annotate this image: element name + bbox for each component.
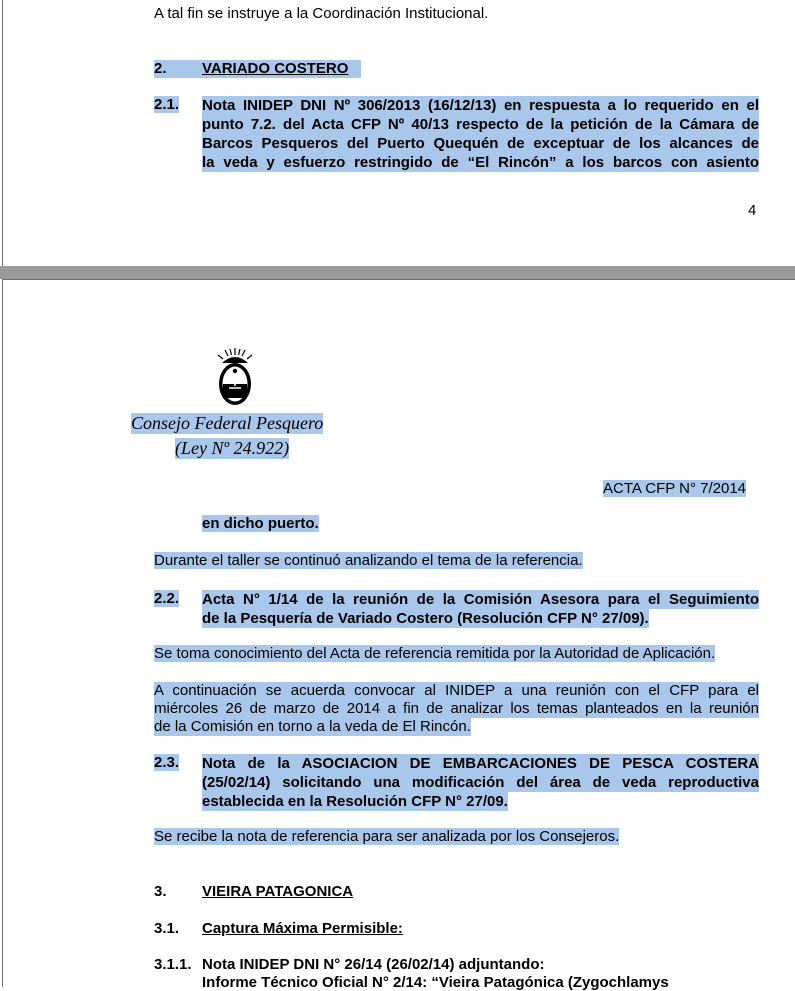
item-3-1-1-attachment: Informe Técnico Oficial N° 2/14: “Vieira Patagónica (Zygochlamys <box>202 974 669 991</box>
paragraph-line: miércoles 26 de marzo de 2014 a fin de analizar los temas planteados en la reunión <box>154 700 759 717</box>
item-2-1-line: la veda y esfuerzo restringido de “El Rincón” a los barcos con asiento <box>202 154 759 171</box>
coat-of-arms-icon <box>213 346 257 410</box>
paragraph-continuacion <box>154 682 759 736</box>
item-number: 3.1.1. <box>154 956 192 973</box>
item-number-2-1: 2.1. <box>154 96 180 113</box>
item-2-1-text <box>202 96 759 172</box>
section-number: 3. <box>154 883 167 900</box>
document-page-5 <box>2 279 795 991</box>
paragraph-taller: Durante el taller se continuó analizando el tema de la referencia. <box>154 552 583 569</box>
page-separator <box>0 266 795 279</box>
item-2-2-text <box>202 590 759 628</box>
section-number: 2. <box>154 60 167 77</box>
item-2-3-line: Nota de la ASOCIACION DE EMBARCACIONES DE PESCA COSTERA <box>202 755 759 772</box>
section-title: VARIADO COSTERO <box>202 60 349 77</box>
item-2-3-text <box>202 754 759 811</box>
item-2-2-line: de la Pesquería de Variado Costero (Resolución CFP N° 27/09). <box>202 610 649 627</box>
section-title: VIEIRA PATAGONICA <box>202 883 354 900</box>
paragraph-line: A continuación se acuerda convocar al INIDEP a una reunión con el CFP para el <box>154 682 759 699</box>
acta-header: ACTA CFP N° 7/2014 <box>603 480 747 497</box>
item-heading-3-1 <box>154 920 403 937</box>
item-number-2-3: 2.3. <box>154 754 180 771</box>
item-2-1-continuation: en dicho puerto. <box>202 515 319 532</box>
item-2-2-line: Acta N° 1/14 de la reunión de la Comisión Asesora para el Seguimiento <box>202 591 759 608</box>
item-number: 3.1. <box>154 920 180 937</box>
item-2-1-line: Nota INIDEP DNI Nº 306/2013 (16/12/13) en respuesta a lo requerido en el <box>202 97 759 114</box>
item-heading-3-1-1 <box>154 956 545 973</box>
item-2-3-line: (25/02/14) solicitando una modificación del área de veda reproductiva <box>202 774 759 791</box>
item-2-3-line: establecida en la Resolución CFP N° 27/09. <box>202 793 508 810</box>
item-2-1-line: Barcos Pesqueros del Puerto Quequén de exceptuar de los alcances de <box>202 135 759 152</box>
section-heading-2 <box>154 60 361 78</box>
org-name: Consejo Federal Pesquero <box>131 413 324 433</box>
page-number: 4 <box>748 202 757 219</box>
law-reference: (Ley Nº 24.922) <box>175 438 290 458</box>
paragraph-line: de la Comisión en torno a la veda de El Rincón. <box>154 718 471 735</box>
item-title: Nota INIDEP DNI N° 26/14 (26/02/14) adjuntando: <box>202 956 545 973</box>
item-2-1-line: punto 7.2. del Acta CFP Nº 40/13 respecto de la petición de la Cámara de <box>202 116 759 133</box>
item-number-2-2: 2.2. <box>154 590 180 607</box>
document-page-4 <box>2 0 795 267</box>
paragraph-toma: Se toma conocimiento del Acta de referencia remitida por la Autoridad de Aplicación. <box>154 645 716 662</box>
paragraph-recibe: Se recibe la nota de referencia para ser analizada por los Consejeros. <box>154 828 620 845</box>
intro-paragraph: A tal fin se instruye a la Coordinación Institucional. <box>154 5 489 22</box>
item-title: Captura Máxima Permisible: <box>202 920 403 937</box>
section-heading-3 <box>154 883 354 900</box>
